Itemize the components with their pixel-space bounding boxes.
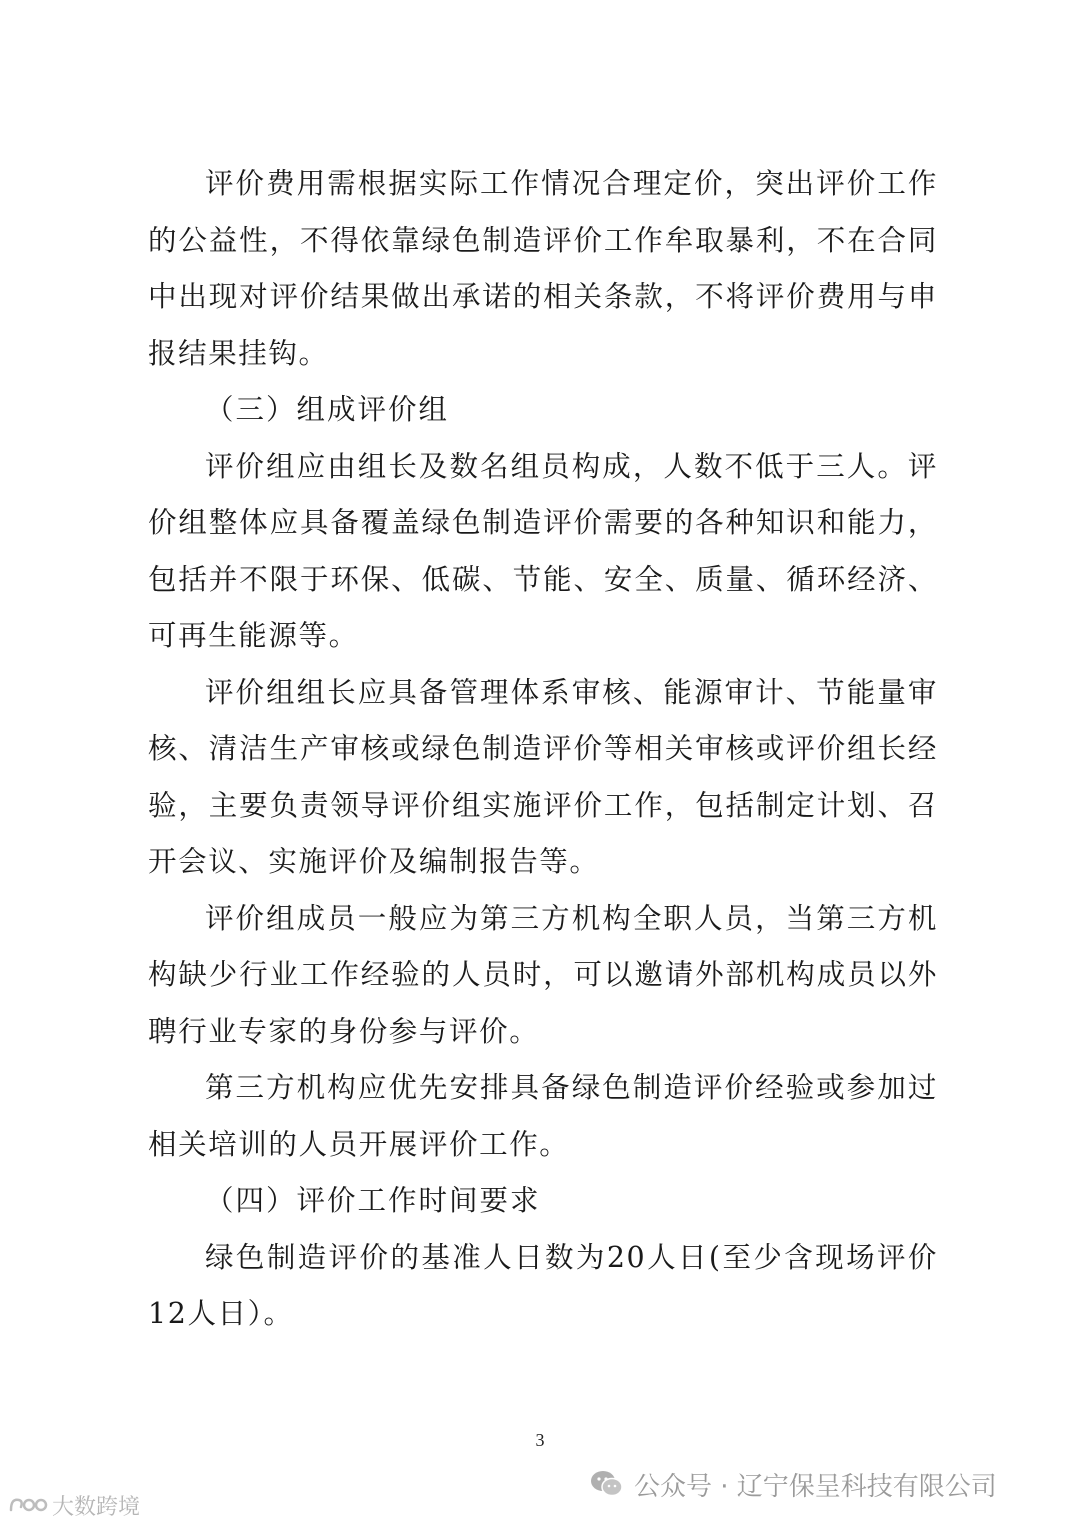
- paragraph-group-members: 评价组成员一般应为第三方机构全职人员，当第三方机构缺少行业工作经验的人员时，可以邀请外部机构成员以外聘行业专家的身份参与评价。: [148, 901, 938, 1048]
- body-text: [148, 156, 938, 1343]
- paragraph-fee: 评价费用需根据实际工作情况合理定价，突出评价工作的公益性，不得依靠绿色制造评价工作牟取暴利，不在合同中出现对评价结果做出承诺的相关条款，不将评价费用与申报结果挂钩。: [148, 167, 938, 370]
- page-number: 3: [535, 1430, 545, 1450]
- site-watermark: [8, 1488, 140, 1522]
- paragraph-group-composition: 评价组应由组长及数名组员构成，人数不低于三人。评价组整体应具备覆盖绿色制造评价需要的各种知识和能力，包括并不限于环保、低碳、节能、安全、质量、循环经济、可再生能源等。: [148, 449, 938, 652]
- logo-mark-icon: [8, 1494, 48, 1516]
- section-heading-4: （四）评价工作时间要求: [205, 1184, 541, 1217]
- paragraph-training: 第三方机构应优先安排具备绿色制造评价经验或参加过相关培训的人员开展评价工作。: [148, 1071, 938, 1161]
- site-watermark-text: 大数跨境: [52, 1494, 141, 1520]
- wechat-icon: [590, 1469, 624, 1499]
- paragraph-time-requirement: 绿色制造评价的基准人日数为20人日(至少含现场评价12人日）。: [148, 1240, 938, 1330]
- wechat-account-watermark: [590, 1462, 997, 1506]
- paragraph-group-leader: 评价组组长应具备管理体系审核、能源审计、节能量审核、清洁生产审核或绿色制造评价等相关审核或评价组长经验，主要负责领导评价组实施评价工作，包括制定计划、召开会议、实施评价及编制报告等。: [148, 675, 938, 878]
- section-heading-3: （三）组成评价组: [205, 393, 450, 426]
- wechat-account-text: 公众号 · 辽宁保呈科技有限公司: [634, 1471, 997, 1502]
